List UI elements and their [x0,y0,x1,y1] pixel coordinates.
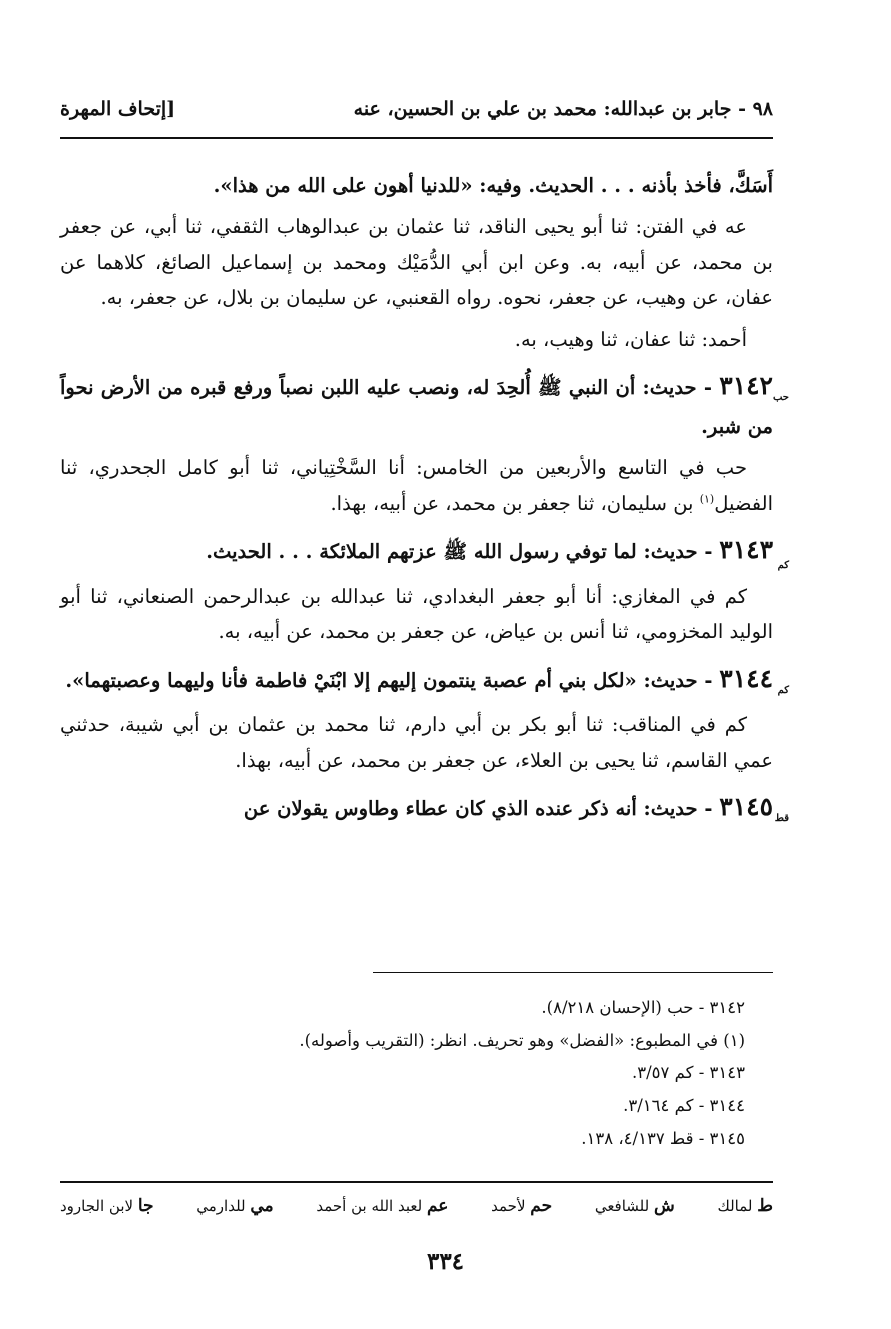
legend-label: للدارمي [196,1197,246,1215]
legend-key: ط [757,1196,773,1216]
footnote-1: (١) في المطبوع: «الفضل» وهو تحريف. انظر: (التقريب وأصوله). [299,1030,745,1050]
hadith-entry-3145 [60,784,789,830]
hadith-entry-3142 [60,363,789,444]
legend-label: لمالك [717,1197,753,1215]
main-text [60,168,789,836]
legend-item [196,1196,273,1216]
header-rule [60,137,773,139]
entry-number: ٣١٤٢ [719,371,773,401]
book-title: [إتحاف المهرة [60,98,176,120]
legend-key: ش [654,1196,675,1216]
legend-key: مي [250,1196,274,1216]
hadith-entry-3144 [60,656,789,702]
paragraph-source-5: كم في المناقب: ثنا أبو بكر بن أبي دارم، ثنا محمد بن عثمان بن أبي شيبة، حدثني عمي القاسم، ثنا يحيى بن العلاء، عن جعفر بن محمد، عن أبيه، بهذا. [60,713,773,772]
entry-text: - حديث: أن النبي ﷺ أُلحِدَ له، ونصب عليه اللبن نصباً ورفع قبره من الأرض نحواً من شبر. [60,376,773,438]
legend-item [595,1196,675,1216]
paragraph-source-4: كم في المغازي: أنا أبو جعفر البغدادي، ثنا عبدالله بن عبدالرحمن الصنعاني، ثنا أبو الوليد المخزومي، ثنا أنس بن عياض، عن جعفر بن محمد، عن أبيه، به. [60,584,773,644]
paragraph-source-3 [60,450,773,521]
legend-label: لعبد الله بن أحمد [316,1197,423,1215]
footnote-3144: ٣١٤٤ - كم ٣/١٦٤. [623,1095,745,1115]
entry-siglum: قط [774,813,789,825]
hadith-entry-3143 [60,527,789,573]
entry-number: ٣١٤٥ [719,792,773,822]
legend-key: عم [426,1196,449,1216]
footnote-3145: ٣١٤٥ - قط ٤/١٣٧، ١٣٨. [581,1128,745,1148]
legend-item [717,1196,773,1216]
footnote-ref[interactable]: (١) [699,492,715,506]
footnote-3143: ٣١٤٣ - كم ٣/٥٧. [631,1063,745,1083]
legend-label: لأحمد [491,1197,526,1215]
paragraph-source-2: أحمد: ثنا عفان، ثنا وهيب، به. [514,327,747,351]
footnote-3142: ٣١٤٢ - حب (الإحسان ٨/٢١٨). [541,998,745,1017]
legend-item [491,1196,552,1216]
entry-text: - حديث: أنه ذكر عنده الذي كان عطاء وطاوس يقولان عن [243,797,713,821]
paragraph-continuation: أَسَكَّ، فأخذ بأذنه . . . الحديث. وفيه: «للدنيا أهون على الله من هذا». [213,174,773,197]
entry-siglum: كم [777,560,789,572]
source-text-rest: بن سليمان، ثنا جعفر بن محمد، عن أبيه، بهذا. [330,491,700,515]
entry-text: - حديث: «لكل بني أم عصبة ينتمون إليهم إلا ابْنَيْ فاطمة فأنا وليهما وعصبتهما». [65,668,713,692]
legend-key: حم [530,1196,553,1216]
page-header [60,86,773,120]
page-number: ٣٣٤ [426,1248,465,1275]
paragraph-source-1: عه في الفتن: ثنا أبو يحيى الناقد، ثنا عثمان بن عبدالوهاب الثقفي، ثنا أبي، عن جعفر بن محمد، عن أبيه، به. وعن ابن أبي الدُّمَيْك ومحمد بن إسماعيل الصائغ، كلاهما عن عفان، عن وهيب، عن جعفر، نحوه. رواه القعنبي، عن سليمان بن بلال، عن جعفر، به. [60,215,773,310]
entry-siglum: كم [777,684,789,696]
legend-label: لابن الجارود [60,1197,134,1215]
source-text: حب في التاسع والأربعين من الخامس: أنا السَّخْتِياني، ثنا أبو كامل الجحدري، ثنا الفضيل [60,456,773,515]
entry-text: - حديث: لما توفي رسول الله ﷺ عزتهم الملائكة . . . الحديث. [206,540,713,564]
legend-key: جا [137,1196,154,1216]
legend-item [316,1196,448,1216]
entry-number: ٣١٤٣ [719,535,773,565]
entry-siglum: حب [772,392,789,404]
legend-rule [60,1181,773,1183]
entry-number: ٣١٤٤ [719,663,773,693]
abbreviation-legend [60,1196,773,1216]
footnotes [60,992,745,1155]
legend-item [60,1196,154,1216]
footnote-rule [373,972,773,973]
legend-label: للشافعي [594,1197,650,1215]
running-title: ٩٨ - جابر بن عبدالله: محمد بن علي بن الحسين، عنه [353,98,773,120]
